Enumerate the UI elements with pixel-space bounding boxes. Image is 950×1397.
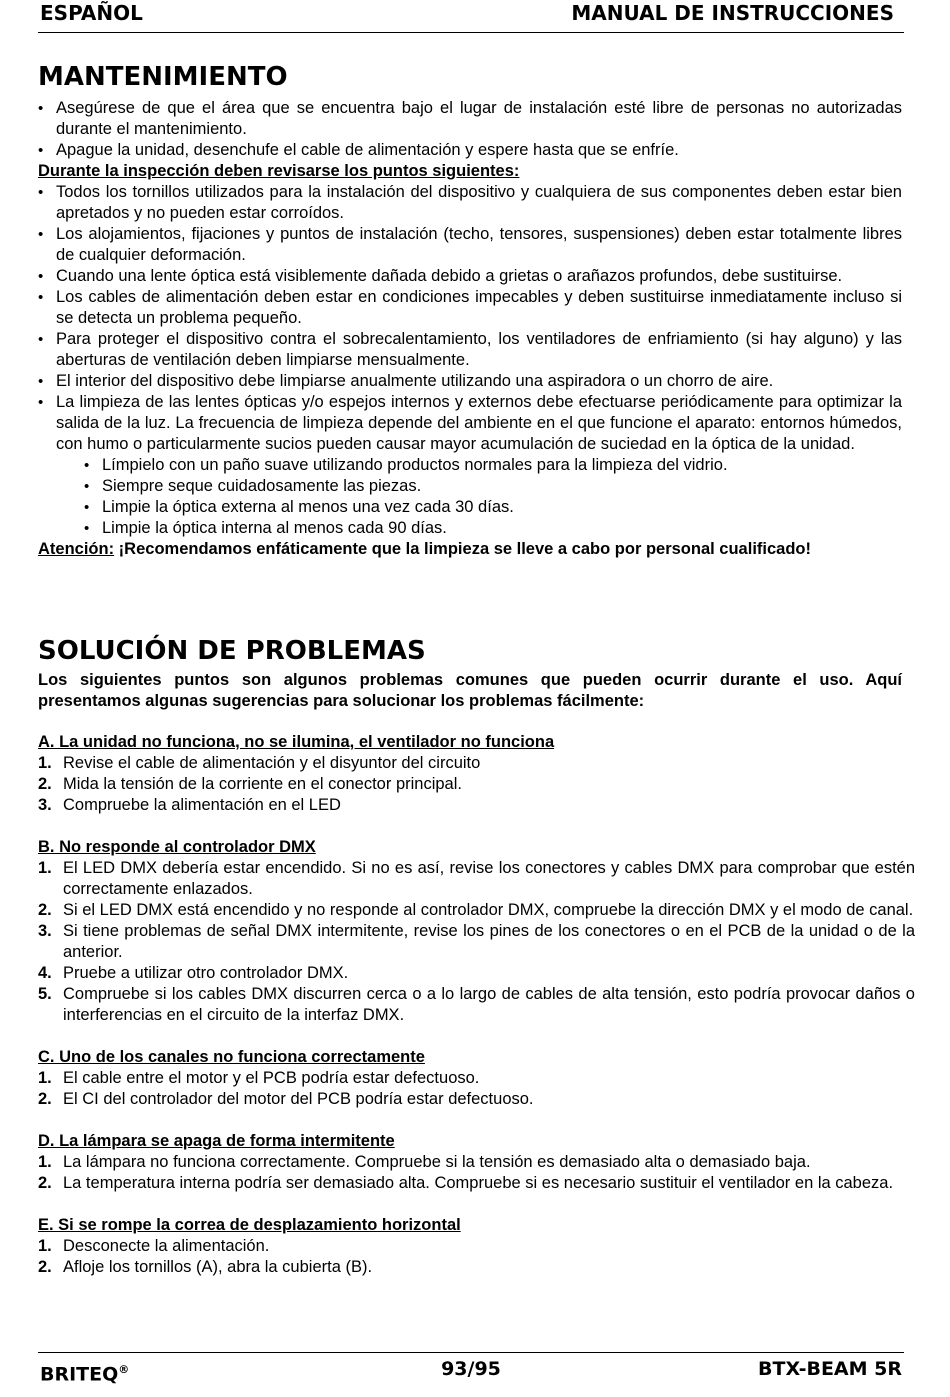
maintenance-title: MANTENIMIENTO <box>38 62 288 92</box>
list-item: 4. Pruebe a utilizar otro controlador DMX. <box>38 964 349 982</box>
list-item: • Siempre seque cuidadosamente las piezas. <box>38 476 902 497</box>
list-item: 2. Mida la tensión de la corriente en el conector principal. <box>38 775 462 793</box>
list-item: • Limpie la óptica externa al menos una vez cada 30 días. <box>38 497 902 518</box>
section-list <box>38 1236 915 1278</box>
section-heading: E. Si se rompe la correa de desplazamiento horizontal <box>38 1216 461 1234</box>
registered-mark: ® <box>118 1363 130 1376</box>
list-item: 2. Afloje los tornillos (A), abra la cubierta (B). <box>38 1258 373 1276</box>
section-heading: D. La lámpara se apaga de forma intermitente <box>38 1132 395 1150</box>
list-item: • Para proteger el dispositivo contra el sobrecalentamiento, los ventiladores de enfriamiento (si hay alguno) y las aberturas de ventilación deben limpiarse mensualmente. <box>38 329 902 371</box>
inspection-heading: Durante la inspección deben revisarse los puntos siguientes: <box>38 162 520 180</box>
list-item: • Cuando una lente óptica está visiblemente dañada debido a grietas o arañazos profundos, debe sustituirse. <box>38 266 902 287</box>
troubleshooting-intro: Los siguientes puntos son algunos problemas comunes que pueden ocurrir durante el uso. Aquí presentamos algunas sugerencias para solucionar los problemas fácilmente: <box>38 671 902 710</box>
footer-model: BTX-BEAM 5R <box>758 1358 902 1380</box>
list-item: • El interior del dispositivo debe limpiarse anualmente utilizando una aspiradora o un chorro de aire. <box>38 371 902 392</box>
list-item: • Los alojamientos, fijaciones y puntos de instalación (techo, tensores, suspensiones) deben estar totalmente libres de cualquier deformación. <box>38 224 902 266</box>
section-c <box>38 1047 915 1110</box>
maintenance-content <box>38 98 902 560</box>
section-b <box>38 837 915 1026</box>
page-number: 93/95 <box>441 1358 501 1380</box>
list-item: 1. Desconecte la alimentación. <box>38 1237 270 1255</box>
attention-label: Atención: <box>38 540 115 558</box>
attention-text: ¡Recomendamos enfáticamente que la limpieza se lleve a cabo por personal cualificado! <box>114 540 811 558</box>
section-e <box>38 1215 915 1278</box>
section-list <box>38 1152 915 1194</box>
attention-note <box>38 539 902 560</box>
list-item: • Todos los tornillos utilizados para la instalación del dispositivo y cualquiera de sus componentes deben estar bien apretados y no pueden estar corroídos. <box>38 182 902 224</box>
section-list <box>38 753 915 816</box>
list-item: • Asegúrese de que el área que se encuentra bajo el lugar de instalación esté libre de personas no autorizadas durante el mantenimiento. <box>38 98 902 140</box>
list-item: 2. El CI del controlador del motor del PCB podría estar defectuoso. <box>38 1090 534 1108</box>
list-item: 1. El cable entre el motor y el PCB podría estar defectuoso. <box>38 1069 480 1087</box>
section-heading: C. Uno de los canales no funciona correctamente <box>38 1048 425 1066</box>
list-item: • Límpielo con un paño suave utilizando productos normales para la limpieza del vidrio. <box>38 455 902 476</box>
section-a <box>38 732 915 816</box>
header-manual-title: MANUAL DE INSTRUCCIONES <box>571 1 894 25</box>
footer-brand: BRITEQ® <box>40 1363 130 1386</box>
list-item: 2. Si el LED DMX está encendido y no responde al controlador DMX, compruebe la dirección DMX y el modo de canal. <box>38 901 914 919</box>
section-heading: A. La unidad no funciona, no se ilumina, el ventilador no funciona <box>38 733 555 751</box>
header-language: ESPAÑOL <box>40 1 143 25</box>
list-item: • La limpieza de las lentes ópticas y/o espejos internos y externos debe efectuarse periódicamente para optimizar la salida de la luz. La frecuencia de limpieza depende del ambiente en el que funcione el aparato: entornos húmedos, con humo o particularmente sucios pueden causar mayor acumulación de suciedad en la óptica de la unidad. <box>38 392 902 455</box>
list-item: • Los cables de alimentación deben estar en condiciones impecables y deben sustituirse inmediatamente incluso si se detecta un problema pequeño. <box>38 287 902 329</box>
list-item: 1. El LED DMX debería estar encendido. Si no es así, revise los conectores y cables DMX para comprobar que estén correctamente enlazados. <box>38 859 915 898</box>
list-item: 1. Revise el cable de alimentación y el disyuntor del circuito <box>38 754 481 772</box>
list-item: 2. La temperatura interna podría ser demasiado alta. Compruebe si es necesario sustituir el ventilador en la cabeza. <box>38 1174 894 1192</box>
inspection-list <box>38 182 902 455</box>
section-d <box>38 1131 915 1194</box>
maintenance-intro-list <box>38 98 902 161</box>
cleaning-list <box>38 455 902 539</box>
page-footer <box>38 1352 904 1389</box>
section-list <box>38 1068 915 1110</box>
section-heading: B. No responde al controlador DMX <box>38 838 316 856</box>
troubleshooting-title: SOLUCIÓN DE PROBLEMAS <box>38 636 426 666</box>
list-item: 3. Compruebe la alimentación en el LED <box>38 796 341 814</box>
list-item: • Apague la unidad, desenchufe el cable de alimentación y espere hasta que se enfríe. <box>38 140 902 161</box>
page-header <box>38 2 904 33</box>
troubleshooting-sections <box>38 732 915 1278</box>
troubleshooting-intro-block <box>38 670 902 712</box>
list-item: 1. La lámpara no funciona correctamente. Compruebe si la tensión es demasiado alta o demasiado baja. <box>38 1153 811 1171</box>
list-item: 5. Compruebe si los cables DMX discurren cerca o a lo largo de cables de alta tensión, esto podría provocar daños o interferencias en el circuito de la interfaz DMX. <box>38 985 915 1024</box>
list-item: 3. Si tiene problemas de señal DMX intermitente, revise los pines de los conectores o en el PCB de la unidad o de la anterior. <box>38 922 915 961</box>
list-item: • Limpie la óptica interna al menos cada 90 días. <box>38 518 902 539</box>
section-list <box>38 858 915 1026</box>
